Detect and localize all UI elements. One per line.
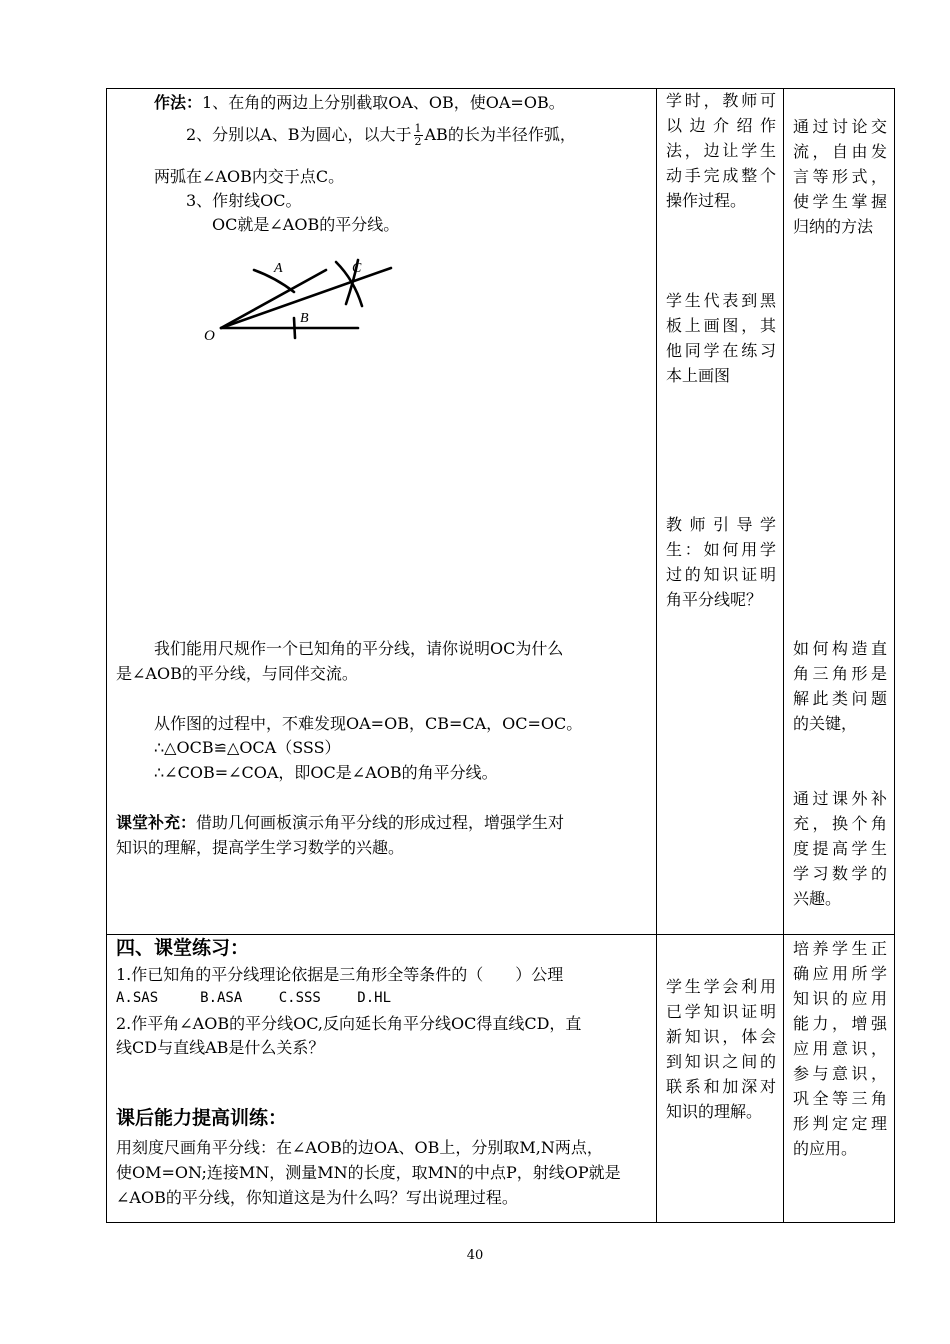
construction-step2: 2、分别以A、B为圆心，以大于 $\frac{1}{2}$ AB的长为半径作弧， bbox=[186, 122, 576, 148]
proof-question-1: 我们能用尺规作一个已知角的平分线，请你说明OC为什么 bbox=[154, 639, 564, 658]
purpose-3: 通过课外补充，换个角度提高学生学习数学的兴趣。 bbox=[793, 789, 887, 908]
homework-line-1: 用刻度尺画角平分线：在∠AOB的边OA、OB上，分别取M,N两点， bbox=[116, 1138, 603, 1157]
practice-q1-options: A.SAS B.ASA C.SSS D.HL bbox=[116, 990, 392, 1006]
practice-q2-line1: 2.作平角∠AOB的平分线OC,反向延长角平分线OC得直线CD，直 bbox=[116, 1014, 582, 1033]
label-b: B bbox=[300, 311, 309, 326]
table-divider-1 bbox=[656, 88, 657, 1223]
homework-heading: 课后能力提高训练： bbox=[116, 1107, 288, 1129]
proof-question-2: 是∠AOB的平分线，与同伴交流。 bbox=[116, 664, 358, 683]
practice-q2-line2: 线CD与直线AB是什么关系？ bbox=[116, 1038, 325, 1057]
homework-line-2: 使OM=ON;连接MN，测量MN的长度，取MN的中点P，射线OP就是 bbox=[116, 1163, 621, 1182]
label-a: A bbox=[274, 261, 283, 276]
construction-step2-cont: 两弧在∠AOB内交于点C。 bbox=[154, 167, 345, 186]
table-row-divider bbox=[106, 934, 895, 935]
purpose-4: 培养学生正确应用所学知识的应用能力，增强应用意识，参与意识，巩全等三角形判定定理的应用。 bbox=[793, 939, 887, 1158]
label-o: O bbox=[204, 328, 215, 344]
page-number: 40 bbox=[466, 1248, 484, 1263]
practice-heading: 四、课堂练习： bbox=[116, 937, 250, 959]
fraction-half: $\frac{1}{2}$ bbox=[414, 122, 422, 148]
proof-line-3: ∴∠COB=∠COA，即OC是∠AOB的角平分线。 bbox=[154, 763, 498, 782]
teacher-activity-2: 学生代表到黑板上画图，其他同学在练习本上画图 bbox=[666, 291, 776, 385]
teacher-activity-1: 学时，教师可以边介绍作法，边让学生动手完成整个操作过程。 bbox=[666, 91, 776, 210]
construction-step3: 3、作射线OC。 bbox=[186, 191, 302, 210]
supplement-line-2: 知识的理解，提高学生学习数学的兴趣。 bbox=[116, 838, 405, 857]
label-c: C bbox=[352, 261, 362, 276]
angle-bisector-figure bbox=[196, 250, 406, 350]
proof-line-2: ∴△OCB≌△OCA（SSS） bbox=[154, 738, 341, 757]
homework-line-3: ∠AOB的平分线，你知道这是为什么吗？写出说理过程。 bbox=[116, 1188, 518, 1207]
practice-q1: 1.作已知角的平分线理论依据是三角形全等条件的（ ）公理 bbox=[116, 965, 564, 984]
teacher-activity-3: 教师引导学生：如何用学过的知识证明角平分线呢？ bbox=[666, 515, 776, 609]
construction-conclusion: OC就是∠AOB的平分线。 bbox=[212, 215, 400, 234]
teacher-activity-4: 学生学会利用已学知识证明新知识，体会到知识之间的联系和加深对知识的理解。 bbox=[666, 977, 776, 1121]
supplement-line-1: 课堂补充：借助几何画板演示角平分线的形成过程，增强学生对 bbox=[116, 813, 565, 832]
proof-line-1: 从作图的过程中，不难发现OA=OB，CB=CA，OC=OC。 bbox=[154, 714, 583, 733]
construction-step1: 作法：1、在角的两边上分别截取OA、OB，使OA=OB。 bbox=[154, 93, 565, 112]
tick-at-b bbox=[294, 318, 295, 338]
purpose-1: 通过讨论交流，自由发言等形式，使学生掌握归纳的方法 bbox=[793, 117, 887, 236]
table-divider-2 bbox=[783, 88, 784, 1223]
purpose-2: 如何构造直角三角形是解此类问题的关键， bbox=[793, 639, 887, 733]
